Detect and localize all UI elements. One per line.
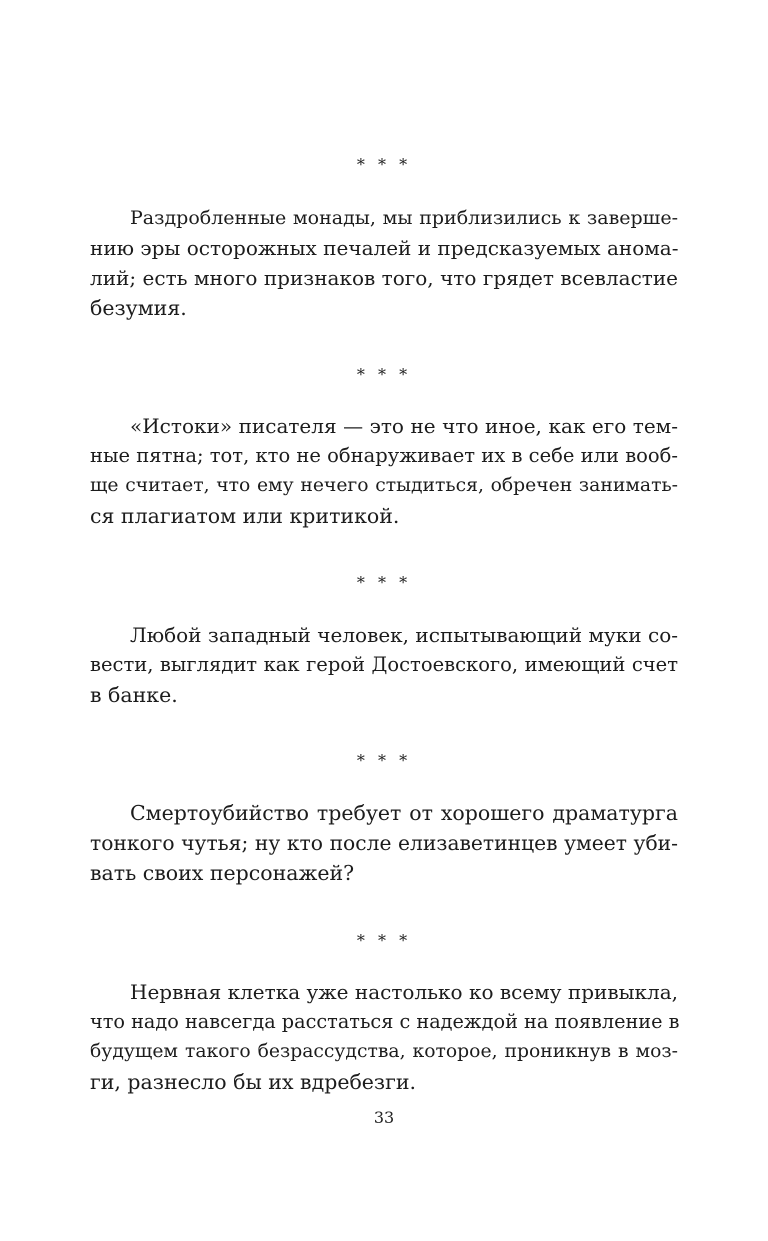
text-line: Любой западный человек, испытывающий муки со- [130, 623, 678, 647]
text-line: Смертоубийство требует от хорошего драматурга [130, 801, 678, 825]
section-separator: * * * [356, 573, 412, 592]
section-separator: * * * [356, 931, 412, 950]
text-line: ще считает, что ему нечего стыдиться, обречен занимать- [90, 475, 678, 496]
aphorism-paragraph [90, 203, 678, 323]
text-line: в банке. [90, 683, 178, 707]
text-line: «Истоки» писателя — это не что иное, как его тем- [130, 414, 678, 438]
section-separator: * * * [356, 155, 412, 174]
aphorism-paragraph [90, 977, 678, 1097]
text-line: лий; есть много признаков того, что грядет всевластие [90, 266, 678, 290]
text-line: Нервная клетка уже настолько ко всему привыкла, [130, 980, 678, 1004]
page-number: 33 [373, 1108, 395, 1127]
text-line: Раздробленные монады, мы приблизились к заверше- [130, 207, 678, 229]
aphorism-paragraph [90, 411, 678, 531]
text-line: ги, разнесло бы их вдребезги. [90, 1070, 417, 1094]
aphorism-paragraph [90, 620, 678, 710]
text-line: ные пятна; тот, кто не обнаруживает их в себе или вооб- [90, 444, 678, 467]
book-page [90, 0, 678, 1241]
text-line: нию эры осторожных печалей и предсказуемых анома- [90, 236, 679, 260]
text-line: вести, выглядит как герой Достоевского, имеющий счет [90, 653, 678, 676]
aphorism-paragraph [90, 798, 678, 888]
text-line: что надо навсегда расстаться с надеждой на появление в [90, 1010, 680, 1033]
text-line: ся плагиатом или критикой. [90, 504, 400, 528]
text-line: безумия. [90, 296, 187, 320]
text-line: будущем такого безрассудства, которое, проникнув в моз- [90, 1041, 678, 1062]
text-line: тонкого чутья; ну кто после елизаветинцев умеет уби- [90, 831, 678, 855]
section-separator: * * * [356, 751, 412, 770]
section-separator: * * * [356, 365, 412, 384]
text-line: вать своих персонажей? [90, 861, 355, 885]
